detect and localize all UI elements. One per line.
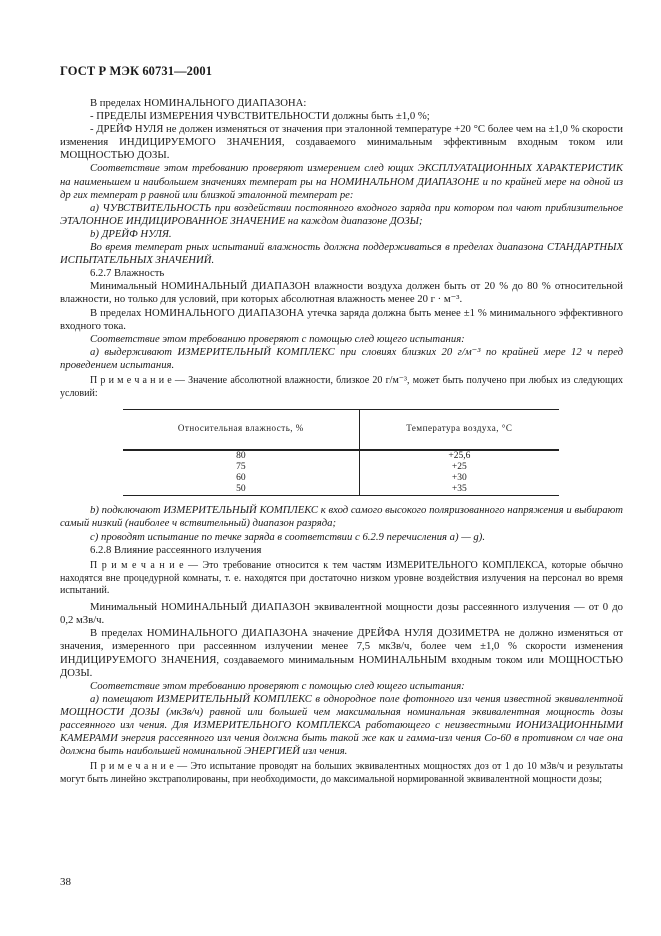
note: П р и м е ч а н и е — Это требование относится к тем частям ИЗМЕРИТЕЛЬНОГО КОМПЛЕКСА, которые обычно находятся вне процедурной комнаты, т. е. находятся при достаточно низком уровне воздействия излучения на персонал во время испытаний. <box>60 559 623 597</box>
table-cell: +35 <box>359 484 559 496</box>
table-cell: +25 <box>451 461 467 472</box>
section-heading: 6.2.8 Влияние рассеянного излучения <box>90 543 262 556</box>
humidity-table <box>123 409 559 497</box>
document-header: ГОСТ Р МЭК 60731—2001 <box>60 64 213 78</box>
note: П р и м е ч а н и е — Значение абсолютной влажности, близкое 20 г/м⁻³, может быть получено при любых из следующих условий: <box>60 374 623 399</box>
list-item: - ДРЕЙФ НУЛЯ не должен изменяться от значения при эталонной температуре +20 °С более чем на ±1,0 % скорости изменения ИНДИЦИРУЕМОГО ЗНАЧЕНИЯ, создаваемого минимальным эффективным входным током или МОЩНОСТЬЮ ДОЗЫ. <box>60 123 623 162</box>
section-heading: 6.2.7 Влажность <box>90 267 165 280</box>
table-cell: 75 <box>123 462 359 473</box>
paragraph: Соответствие этом требованию проверяют с помощью след ющего испытания: <box>90 332 465 345</box>
paragraph: В пределах НОМИНАЛЬНОГО ДИАПАЗОНА: <box>90 97 307 109</box>
list-item: - ПРЕДЕЛЫ ИЗМЕРЕНИЯ ЧУВСТВИТЕЛЬНОСТИ должны быть ±1,0 %; <box>90 110 430 123</box>
paragraph: Соответствие этом требованию проверяют с помощью след ющего испытания: <box>90 679 465 692</box>
page-body <box>60 97 623 787</box>
list-item: а) ЧУВСТВИТЕЛЬНОСТЬ при воздействии постоянного входного заряда при котором пол чают приблизительное ЭТАЛОННОЕ ИНДИЦИРОВАННОЕ ЗНАЧЕНИЕ на каждом диапазоне ДОЗЫ; <box>60 201 623 227</box>
table-header-cell: Относительная влажность, % <box>123 409 359 450</box>
table-row <box>123 473 559 484</box>
page-number: 38 <box>60 876 71 888</box>
table-cell: 80 <box>123 450 359 462</box>
table-row <box>123 462 559 473</box>
paragraph: В пределах НОМИНАЛЬНОГО ДИАПАЗОНА значение ДРЕЙФА НУЛЯ ДОЗИМЕТРА не должно изменяться от значения, измеренного при рассеянном излучении менее 7,5 мкЗв/ч, более чем ±1,0 % скорости изменения ИНДИЦИРУЕМОГО ЗНАЧЕНИЯ, создаваемого минимальным НОМИНАЛЬНЫМ входным током или МОЩНОСТЬЮ ДОЗЫ. <box>60 627 623 679</box>
table-cell: 50 <box>123 484 359 496</box>
paragraph: В пределах НОМИНАЛЬНОГО ДИАПАЗОНА утечка заряда должна быть менее ±1 % минимального эффективного входного тока. <box>60 306 623 332</box>
list-item: а) выдерживают ИЗМЕРИТЕЛЬНЫЙ КОМПЛЕКС при словиях близких 20 г/м⁻³ по крайней мере 12 ч перед проведением испытания. <box>60 345 623 371</box>
table-cell: 60 <box>123 473 359 484</box>
list-item: b) подключают ИЗМЕРИТЕЛЬНЫЙ КОМПЛЕКС к вход самого высокого поляризованного напряжения и выбирают самый низкий (наиболее ч вствительный) диапазон разряда; <box>60 504 623 530</box>
list-item: b) ДРЕЙФ НУЛЯ. <box>90 227 172 240</box>
table-header-cell: Температура воздуха, °С <box>359 409 559 450</box>
table-cell: +30 <box>451 472 467 483</box>
list-item: с) проводят испытание по течке заряда в соответствии с 6.2.9 перечисления а) — g). <box>90 530 486 543</box>
paragraph: Минимальный НОМИНАЛЬНЫЙ ДИАПАЗОН влажности воздуха должен быть от 20 % до 80 % относительной влажности, но только для условий, при которых абсолютная влажность менее 20 г · м⁻³. <box>60 280 623 306</box>
list-item: а) помещают ИЗМЕРИТЕЛЬНЫЙ КОМПЛЕКС в однородное поле фотонного изл чения известной эквивалентной МОЩНОСТИ ДОЗЫ (мкЗв/ч) равной или большей чем максимальная номинальная эквивалентная мощность дозы рассеянного изл чения. Для ИЗМЕРИТЕЛЬНОГО КОМПЛЕКСА работающего с неизвестными ИОНИЗАЦИОННЫМИ КАМЕРАМИ энергия рассеянного изл чения должна быть такой же как и гамма-изл чения Со-60 в противном сл чае она должна быть наибольшей номинальной ЭНЕРГИЕЙ изл чения. <box>60 692 623 758</box>
paragraph: Во время температ рных испытаний влажность должна поддерживаться в пределах диапазона СТАНДАРТНЫХ ИСПЫТАТЕЛЬНЫХ ЗНАЧЕНИЙ. <box>60 241 623 267</box>
table-row <box>123 484 559 496</box>
paragraph: Минимальный НОМИНАЛЬНЫЙ ДИАПАЗОН эквивалентной мощности дозы рассеянного излучения — от 0 до 0,2 мЗв/ч. <box>60 601 623 627</box>
paragraph: Соответствие этом требованию проверяют измерением след ющих ЭКСПЛУАТАЦИОННЫХ ХАРАКТЕРИСТИК на наименьшем и наибольшем значениях температ ры на НОМИНАЛЬНОМ ДИАПАЗОНЕ и по крайней мере на одной из др гих температ р равной или близкой эталонной температ ре: <box>60 162 623 201</box>
table-row <box>123 450 559 462</box>
table-cell: +25,6 <box>448 450 471 461</box>
note: П р и м е ч а н и е — Это испытание проводят на больших эквивалентных мощностях доз от 1 до 10 мЗв/ч и результаты могут быть линейно экстраполированы, при необходимости, до максимальной нормированной эквивалентной мощности дозы; <box>60 761 623 786</box>
